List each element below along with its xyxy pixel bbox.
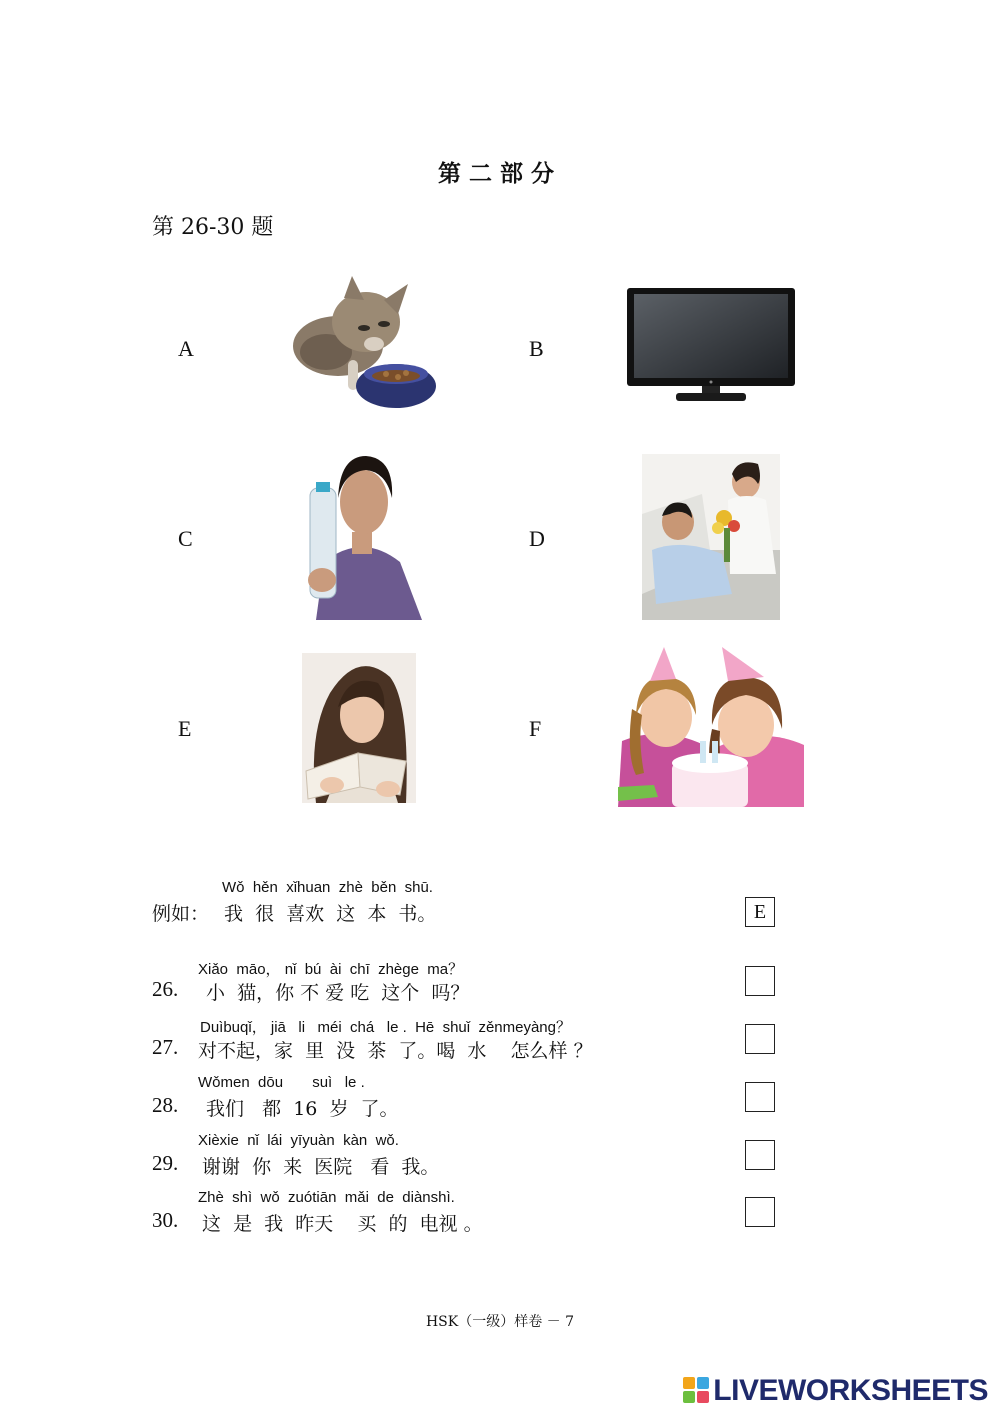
question-26-pinyin: Xiǎo māo， nǐ bú ài chī zhège ma？ <box>198 961 464 978</box>
question-30-hanzi: 这 是 我 昨天 买 的 电视 。 <box>202 1213 483 1235</box>
option-letter-b: B <box>529 336 544 361</box>
question-28-answer-box[interactable] <box>745 1082 775 1112</box>
question-27-pinyin: Duìbuqǐ， jiā li méi chá le . Hē shuǐ zěnmeyàng？ <box>200 1019 571 1036</box>
page-footer: HSK（一级）样卷 － 7 <box>425 1314 575 1330</box>
option-letter-e: E <box>178 716 192 741</box>
question-29-hanzi: 谢谢 你 来 医院 看 我。 <box>202 1156 440 1178</box>
question-30-answer-box[interactable] <box>745 1197 775 1227</box>
question-28-hanzi: 我们 都 16 岁 了。 <box>206 1098 399 1120</box>
hospital-visit-icon <box>642 454 780 620</box>
example-answer-box: E <box>745 897 775 927</box>
question-26-answer-box[interactable] <box>745 966 775 996</box>
girl-reading-book-icon <box>302 653 416 803</box>
question-28-number: 28. <box>152 1093 179 1117</box>
question-29-number: 29. <box>152 1151 179 1175</box>
television-icon <box>626 287 796 405</box>
example-hanzi: 我 很 喜欢 这 本 书。 <box>224 903 437 925</box>
birthday-party-icon <box>618 645 804 807</box>
example-label: 例如： <box>152 903 210 925</box>
question-27-hanzi: 对不起，家 里 没 茶 了。喝 水 怎么样 ？ <box>198 1040 593 1062</box>
option-letter-f: F <box>529 716 542 741</box>
liveworksheets-logo <box>683 1374 988 1408</box>
question-range: 第 26-30 题 <box>152 215 274 240</box>
question-26-hanzi: 小 猫，你 不 爱 吃 这个 吗？ <box>206 982 470 1004</box>
option-letter-d: D <box>529 526 545 551</box>
question-29-pinyin: Xièxie nǐ lái yīyuàn kàn wǒ. <box>198 1132 399 1149</box>
liveworksheets-wordmark: LIVEWORKSHEETS <box>713 1374 988 1407</box>
question-30-pinyin: Zhè shì wǒ zuótiān mǎi de diànshì. <box>198 1189 455 1206</box>
section-title: 第二部分 <box>438 160 562 187</box>
question-28-pinyin: Wǒmen dōu suì le . <box>198 1074 365 1091</box>
option-letter-a: A <box>178 336 194 361</box>
woman-with-water-bottle-icon <box>296 452 428 620</box>
option-letter-c: C <box>178 526 193 551</box>
liveworksheets-mark-icon <box>683 1377 709 1403</box>
question-27-answer-box[interactable] <box>745 1024 775 1054</box>
question-30-number: 30. <box>152 1208 179 1232</box>
example-pinyin: Wǒ hěn xǐhuan zhè běn shū. <box>222 879 433 896</box>
question-26-number: 26. <box>152 977 179 1001</box>
question-27-number: 27. <box>152 1035 179 1059</box>
question-29-answer-box[interactable] <box>745 1140 775 1170</box>
cat-eating-icon <box>288 274 438 420</box>
